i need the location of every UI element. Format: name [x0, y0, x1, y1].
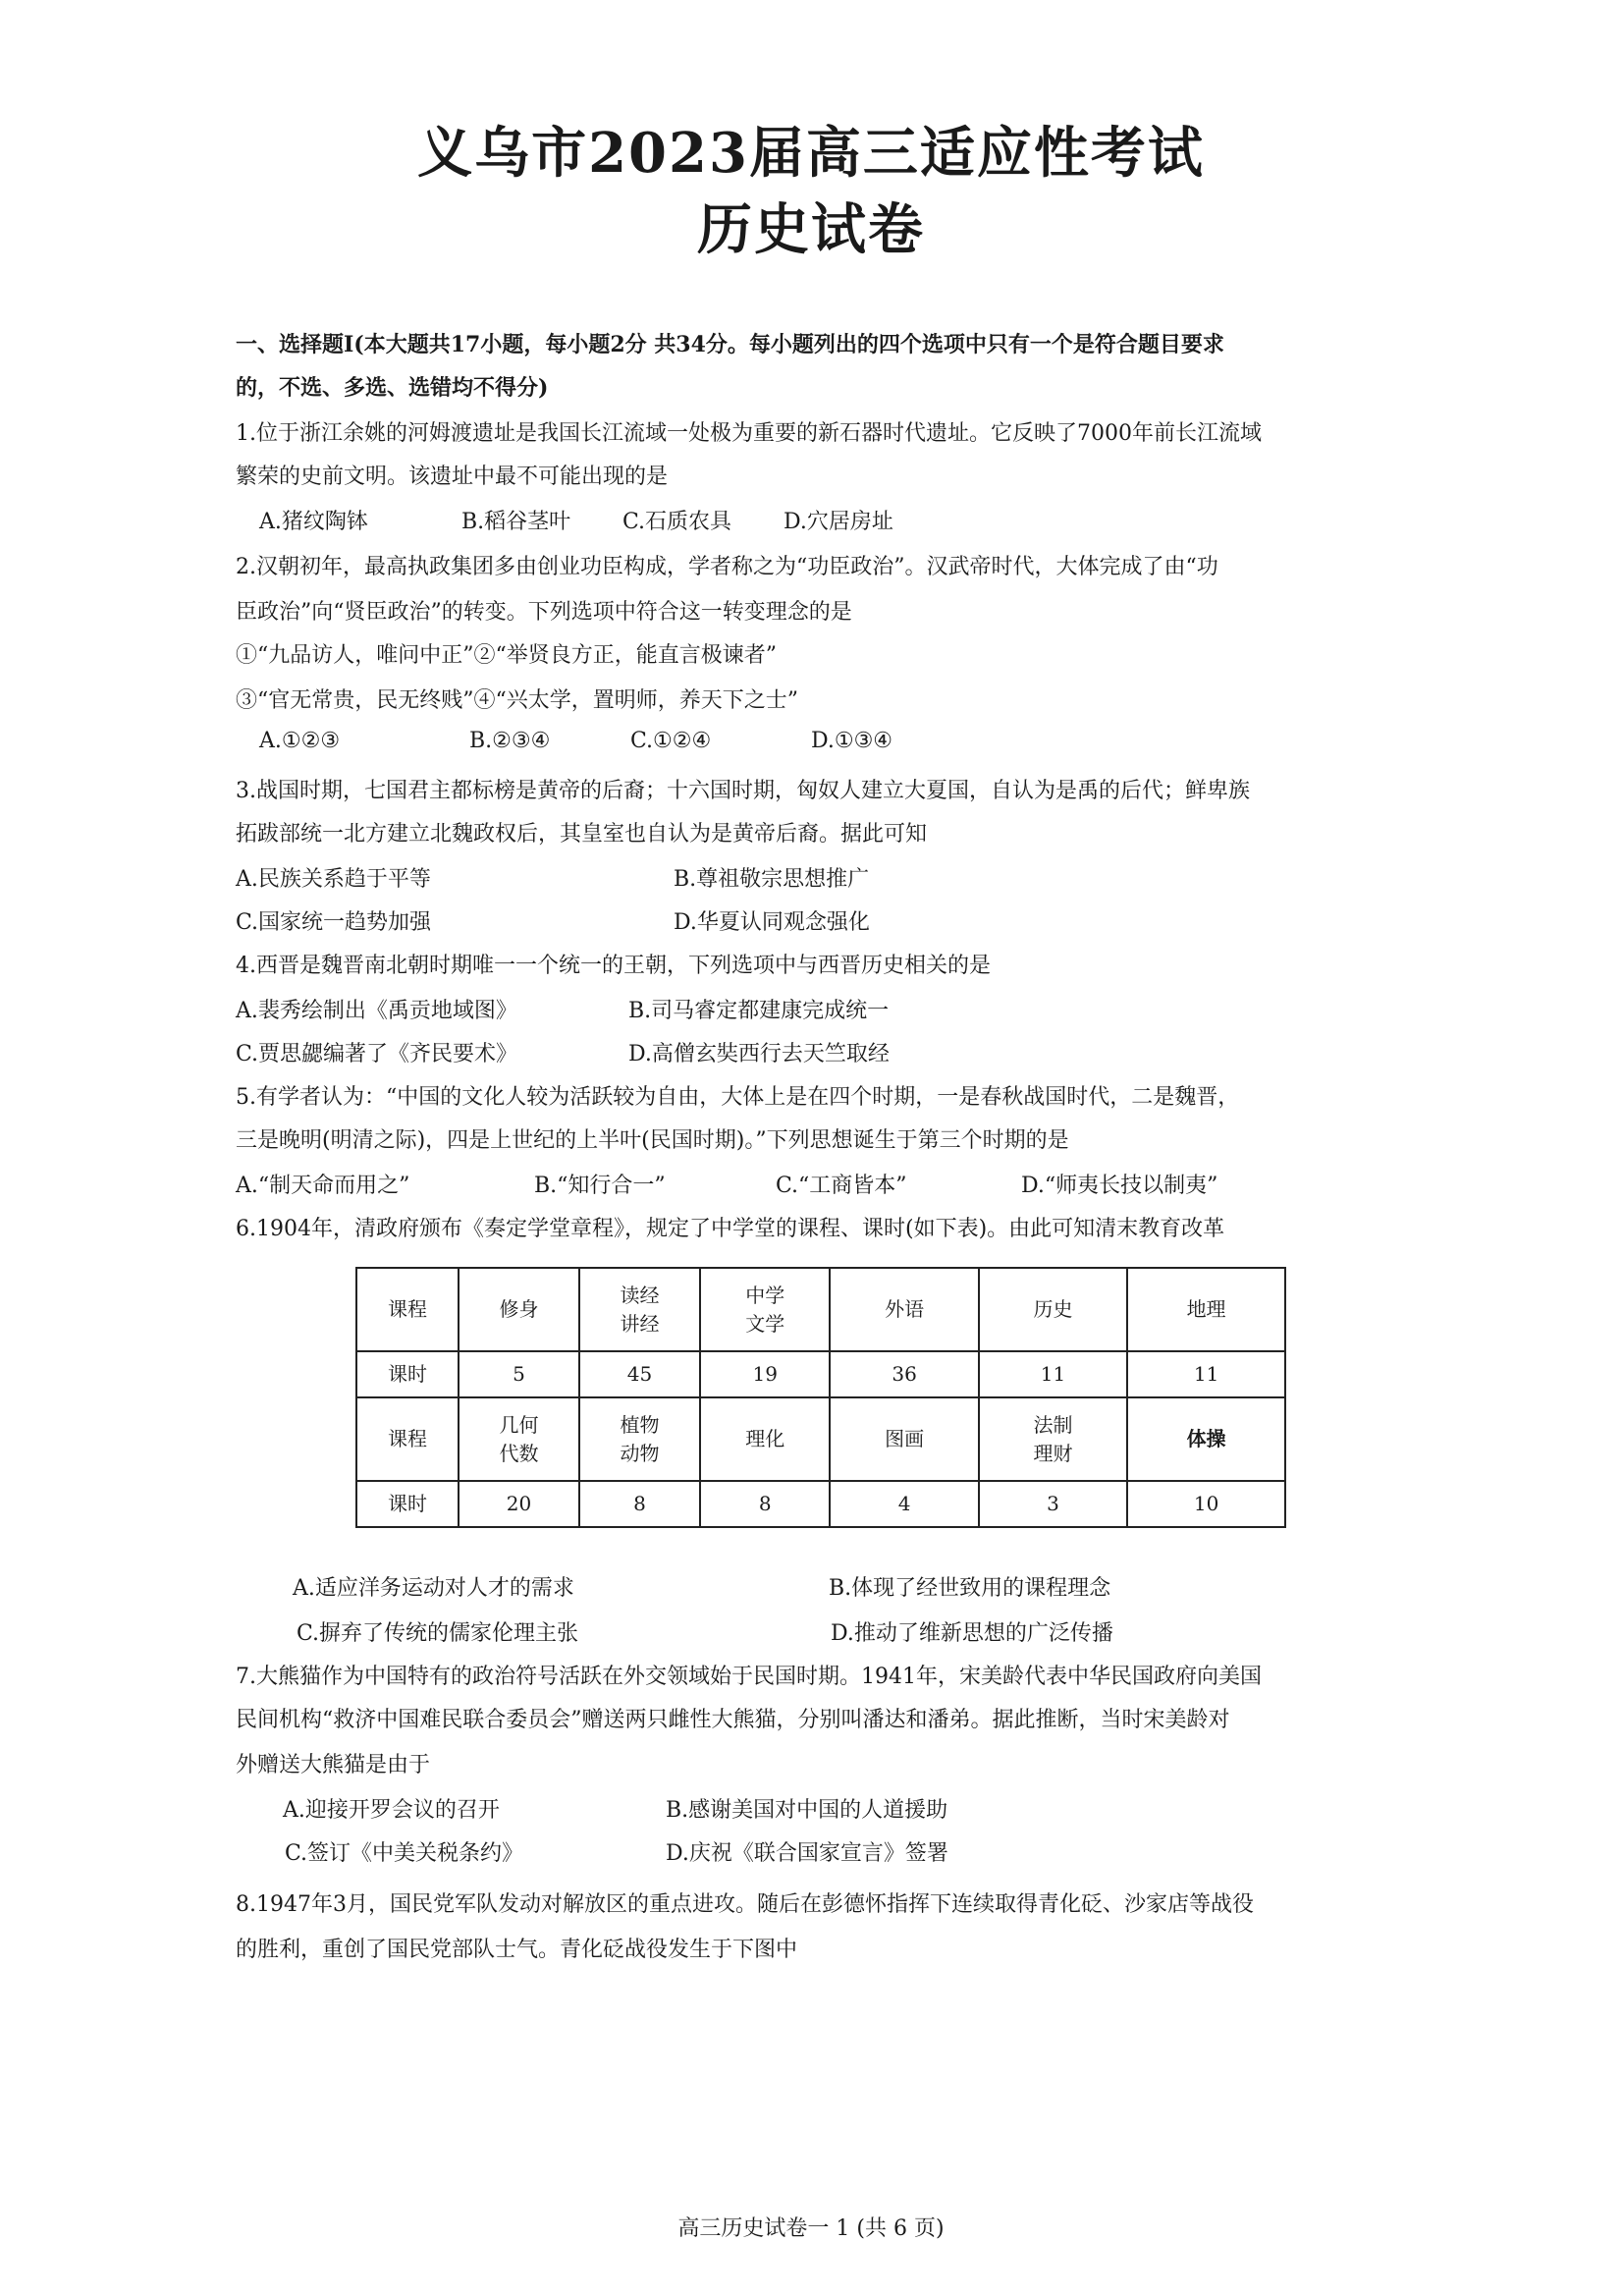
- q7-stem-line2: 民间机构“救济中国难民联合委员会”赠送两只雌性大熊猫，分别叫潘达和潘弟。据此推断，当时宋美龄对: [236, 1708, 1230, 1732]
- q5-option-a: A.“制天命而用之”: [236, 1174, 410, 1198]
- table-cell: 8: [579, 1481, 700, 1527]
- table-row: [356, 1268, 1285, 1351]
- page-footer: 高三历史试卷一 1 (共 6 页): [677, 2216, 945, 2241]
- q3-option-c: C.国家统一趋势加强: [236, 910, 432, 935]
- exam-title-line1: 义乌市2023届高三适应性考试: [417, 121, 1205, 186]
- q2-stem-line2: 臣政治”向“贤臣政治”的转变。下列选项中符合这一转变理念的是: [236, 600, 852, 625]
- q3-option-b: B.尊祖敬宗思想推广: [674, 867, 870, 892]
- q2-stem-line1: 2.汉朝初年，最高执政集团多由创业功臣构成，学者称之为“功臣政治”。汉武帝时代，大体完成了由“功: [236, 555, 1218, 579]
- table-cell: 4: [830, 1481, 978, 1527]
- table-cell: 45: [579, 1351, 700, 1397]
- exam-title-line2: 历史试卷: [697, 197, 925, 262]
- table-cell: 36: [830, 1351, 978, 1397]
- q1-option-d: D.穴居房址: [784, 510, 893, 534]
- q2-option-d: D.①③④: [811, 729, 893, 753]
- table-cell: 中学 文学: [700, 1268, 830, 1351]
- q6-option-d: D.推动了维新思想的广泛传播: [831, 1621, 1113, 1646]
- table-cell: 外语: [830, 1268, 978, 1351]
- q2-stem-line4: ③“官无常贵，民无终贱”④“兴太学，置明师，养天下之士”: [236, 688, 798, 713]
- q8-stem-line1: 8.1947年3月，国民党军队发动对解放区的重点进攻。随后在彭德怀指挥下连续取得青化砭、沙家店等战役: [236, 1892, 1254, 1917]
- q5-stem-line1: 5.有学者认为：“中国的文化人较为活跃较为自由，大体上是在四个时期，一是春秋战国时代，二是魏晋，: [236, 1085, 1240, 1110]
- table-cell: 11: [979, 1351, 1127, 1397]
- table-cell: 修身: [459, 1268, 579, 1351]
- table-cell: 历史: [979, 1268, 1127, 1351]
- q2-option-a: A.①②③: [259, 729, 341, 753]
- q8-stem-line2: 的胜利，重创了国民党部队士气。青化砭战役发生于下图中: [236, 1938, 798, 1962]
- q7-stem-line1: 7.大熊猫作为中国特有的政治符号活跃在外交领域始于民国时期。1941年，宋美龄代表中华民国政府向美国: [236, 1665, 1262, 1689]
- table-cell: 读经 讲经: [579, 1268, 700, 1351]
- q1-option-a: A.猪纹陶钵: [259, 510, 368, 534]
- table-cell: 20: [459, 1481, 579, 1527]
- table-row: [356, 1397, 1285, 1481]
- q5-option-d: D.“师夷长技以制夷”: [1021, 1174, 1218, 1198]
- q3-stem-line2: 拓跋部统一北方建立北魏政权后，其皇室也自认为是黄帝后裔。据此可知: [236, 822, 928, 847]
- table-cell: 11: [1127, 1351, 1285, 1397]
- curriculum-hours-table: [355, 1267, 1286, 1528]
- q5-option-b: B.“知行合一”: [534, 1174, 666, 1198]
- q1-stem-line2: 繁荣的史前文明。该遗址中最不可能出现的是: [236, 465, 669, 489]
- q2-option-b: B.②③④: [469, 729, 551, 753]
- table-row: [356, 1481, 1285, 1527]
- q7-option-c: C.签订《中美关税条约》: [285, 1841, 524, 1866]
- q4-option-d: D.高僧玄奘西行去天竺取经: [628, 1042, 890, 1066]
- table-cell: 课程: [356, 1397, 459, 1481]
- q6-stem-line1: 6.1904年，清政府颁布《奏定学堂章程》，规定了中学堂的课程、课时(如下表)。由此可知清末教育改革: [236, 1217, 1225, 1241]
- table-cell: 5: [459, 1351, 579, 1397]
- table-cell: 8: [700, 1481, 830, 1527]
- q7-option-b: B.感谢美国对中国的人道援助: [666, 1798, 948, 1823]
- q2-stem-line3: ①“九品访人，唯问中正”②“举贤良方正，能直言极谏者”: [236, 643, 777, 668]
- q6-option-b: B.体现了经世致用的课程理念: [829, 1576, 1111, 1601]
- table-cell: 地理: [1127, 1268, 1285, 1351]
- table-cell: 植物 动物: [579, 1397, 700, 1481]
- q7-option-d: D.庆祝《联合国家宣言》签署: [666, 1841, 948, 1866]
- q7-stem-line3: 外赠送大熊猫是由于: [236, 1753, 431, 1777]
- q4-stem-line1: 4.西晋是魏晋南北朝时期唯一一个统一的王朝，下列选项中与西晋历史相关的是: [236, 954, 991, 978]
- table-cell: 课时: [356, 1351, 459, 1397]
- table-cell: 几何 代数: [459, 1397, 579, 1481]
- q2-option-c: C.①②④: [630, 729, 712, 753]
- q3-option-d: D.华夏认同观念强化: [674, 910, 870, 935]
- section-instructions-line2: 的，不选、多选、选错均不得分): [236, 375, 549, 401]
- q1-option-c: C.石质农具: [622, 510, 732, 534]
- q5-option-c: C.“工商皆本”: [776, 1174, 907, 1198]
- q6-option-a: A.适应洋务运动对人才的需求: [293, 1576, 574, 1601]
- table-cell: 法制 理财: [979, 1397, 1127, 1481]
- table-cell: 课时: [356, 1481, 459, 1527]
- q4-option-b: B.司马睿定都建康完成统一: [628, 999, 890, 1023]
- section-instructions-line1: 一、选择题I(本大题共17小题，每小题2分 共34分。每小题列出的四个选项中只有一个是符合题目要求: [236, 332, 1224, 357]
- q3-stem-line1: 3.战国时期，七国君主都标榜是黄帝的后裔；十六国时期，匈奴人建立大夏国，自认为是禹的后代；鲜卑族: [236, 779, 1250, 803]
- table-cell: 图画: [830, 1397, 978, 1481]
- q7-option-a: A.迎接开罗会议的召开: [283, 1798, 500, 1823]
- q6-option-c: C.摒弃了传统的儒家伦理主张: [297, 1621, 579, 1646]
- q1-stem-line1: 1.位于浙江余姚的河姆渡遗址是我国长江流域一处极为重要的新石器时代遗址。它反映了7000年前长江流域: [236, 421, 1262, 446]
- table-cell: 19: [700, 1351, 830, 1397]
- table-cell: 理化: [700, 1397, 830, 1481]
- table-cell: 课程: [356, 1268, 459, 1351]
- q3-option-a: A.民族关系趋于平等: [236, 867, 431, 892]
- table-row: [356, 1351, 1285, 1397]
- q5-stem-line2: 三是晚明(明清之际)，四是上世纪的上半叶(民国时期)。”下列思想诞生于第三个时期的是: [236, 1128, 1069, 1153]
- table-cell: 3: [979, 1481, 1127, 1527]
- q4-option-a: A.裴秀绘制出《禹贡地域图》: [236, 999, 517, 1023]
- q1-option-b: B.稻谷茎叶: [461, 510, 571, 534]
- table-cell: 10: [1127, 1481, 1285, 1527]
- q4-option-c: C.贾思勰编著了《齐民要术》: [236, 1042, 518, 1066]
- table-cell: 体操: [1127, 1397, 1285, 1481]
